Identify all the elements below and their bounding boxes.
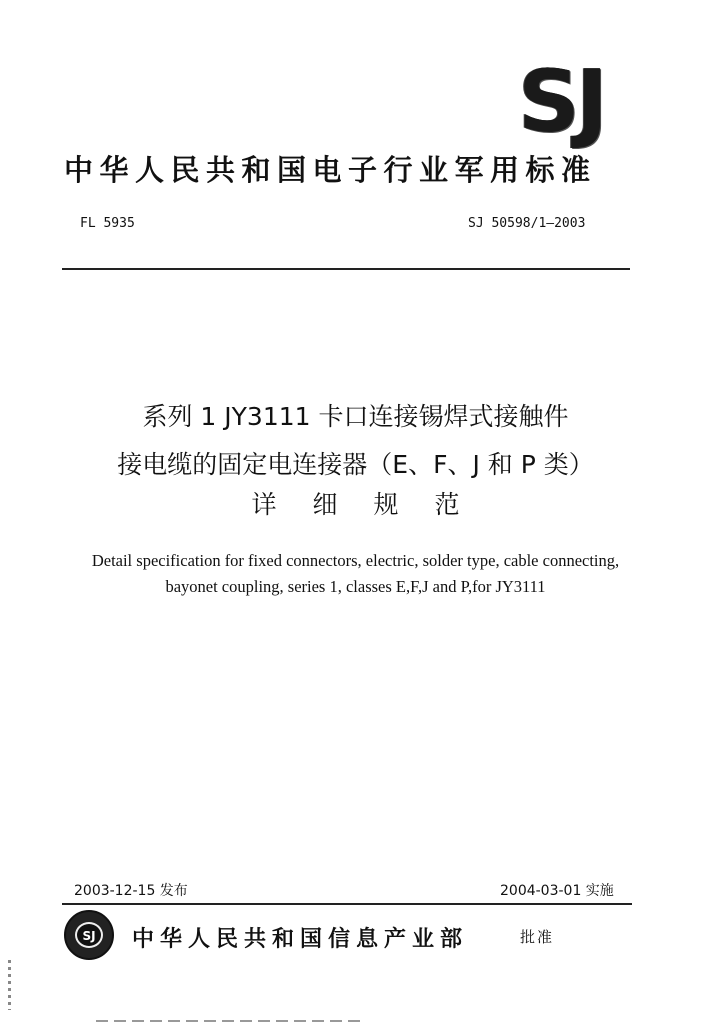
document-title-line-1: 系列 1 JY3111 卡口连接锡焊式接触件 <box>142 402 569 431</box>
document-title-line-2: 接电缆的固定电连接器（E、F、J 和 P 类） <box>117 450 594 479</box>
issue-date: 2003-12-15 发布 <box>74 883 188 899</box>
sj-logo <box>505 52 617 152</box>
scan-artifact-bottom <box>96 1020 366 1022</box>
standard-title: 中华人民共和国电子行业军用标准 <box>64 153 597 187</box>
approval-label: 批准 <box>520 928 555 946</box>
implementation-date: 2004-03-01 实施 <box>500 883 614 899</box>
ministry-seal-icon <box>64 910 114 960</box>
seal-text: SJ <box>82 929 96 943</box>
english-title-line-1: Detail specification for fixed connectors, electric, solder type, cable connecting, <box>91 551 620 570</box>
standard-number: SJ 50598/1—2003 <box>468 216 586 231</box>
sj-logo-text: SJ <box>518 52 604 152</box>
scan-artifact-left <box>8 960 11 1010</box>
issuing-authority: 中华人民共和国信息产业部 <box>132 927 469 952</box>
document-title-line-3: 详细规范 <box>251 490 496 519</box>
english-title-line-2: bayonet coupling, series 1, classes E,F,J and P,for JY3111 <box>165 577 546 596</box>
seal-inner-ring <box>75 922 103 948</box>
footer-divider <box>62 903 632 905</box>
header-divider <box>62 268 630 270</box>
classification-code: FL 5935 <box>80 216 135 231</box>
